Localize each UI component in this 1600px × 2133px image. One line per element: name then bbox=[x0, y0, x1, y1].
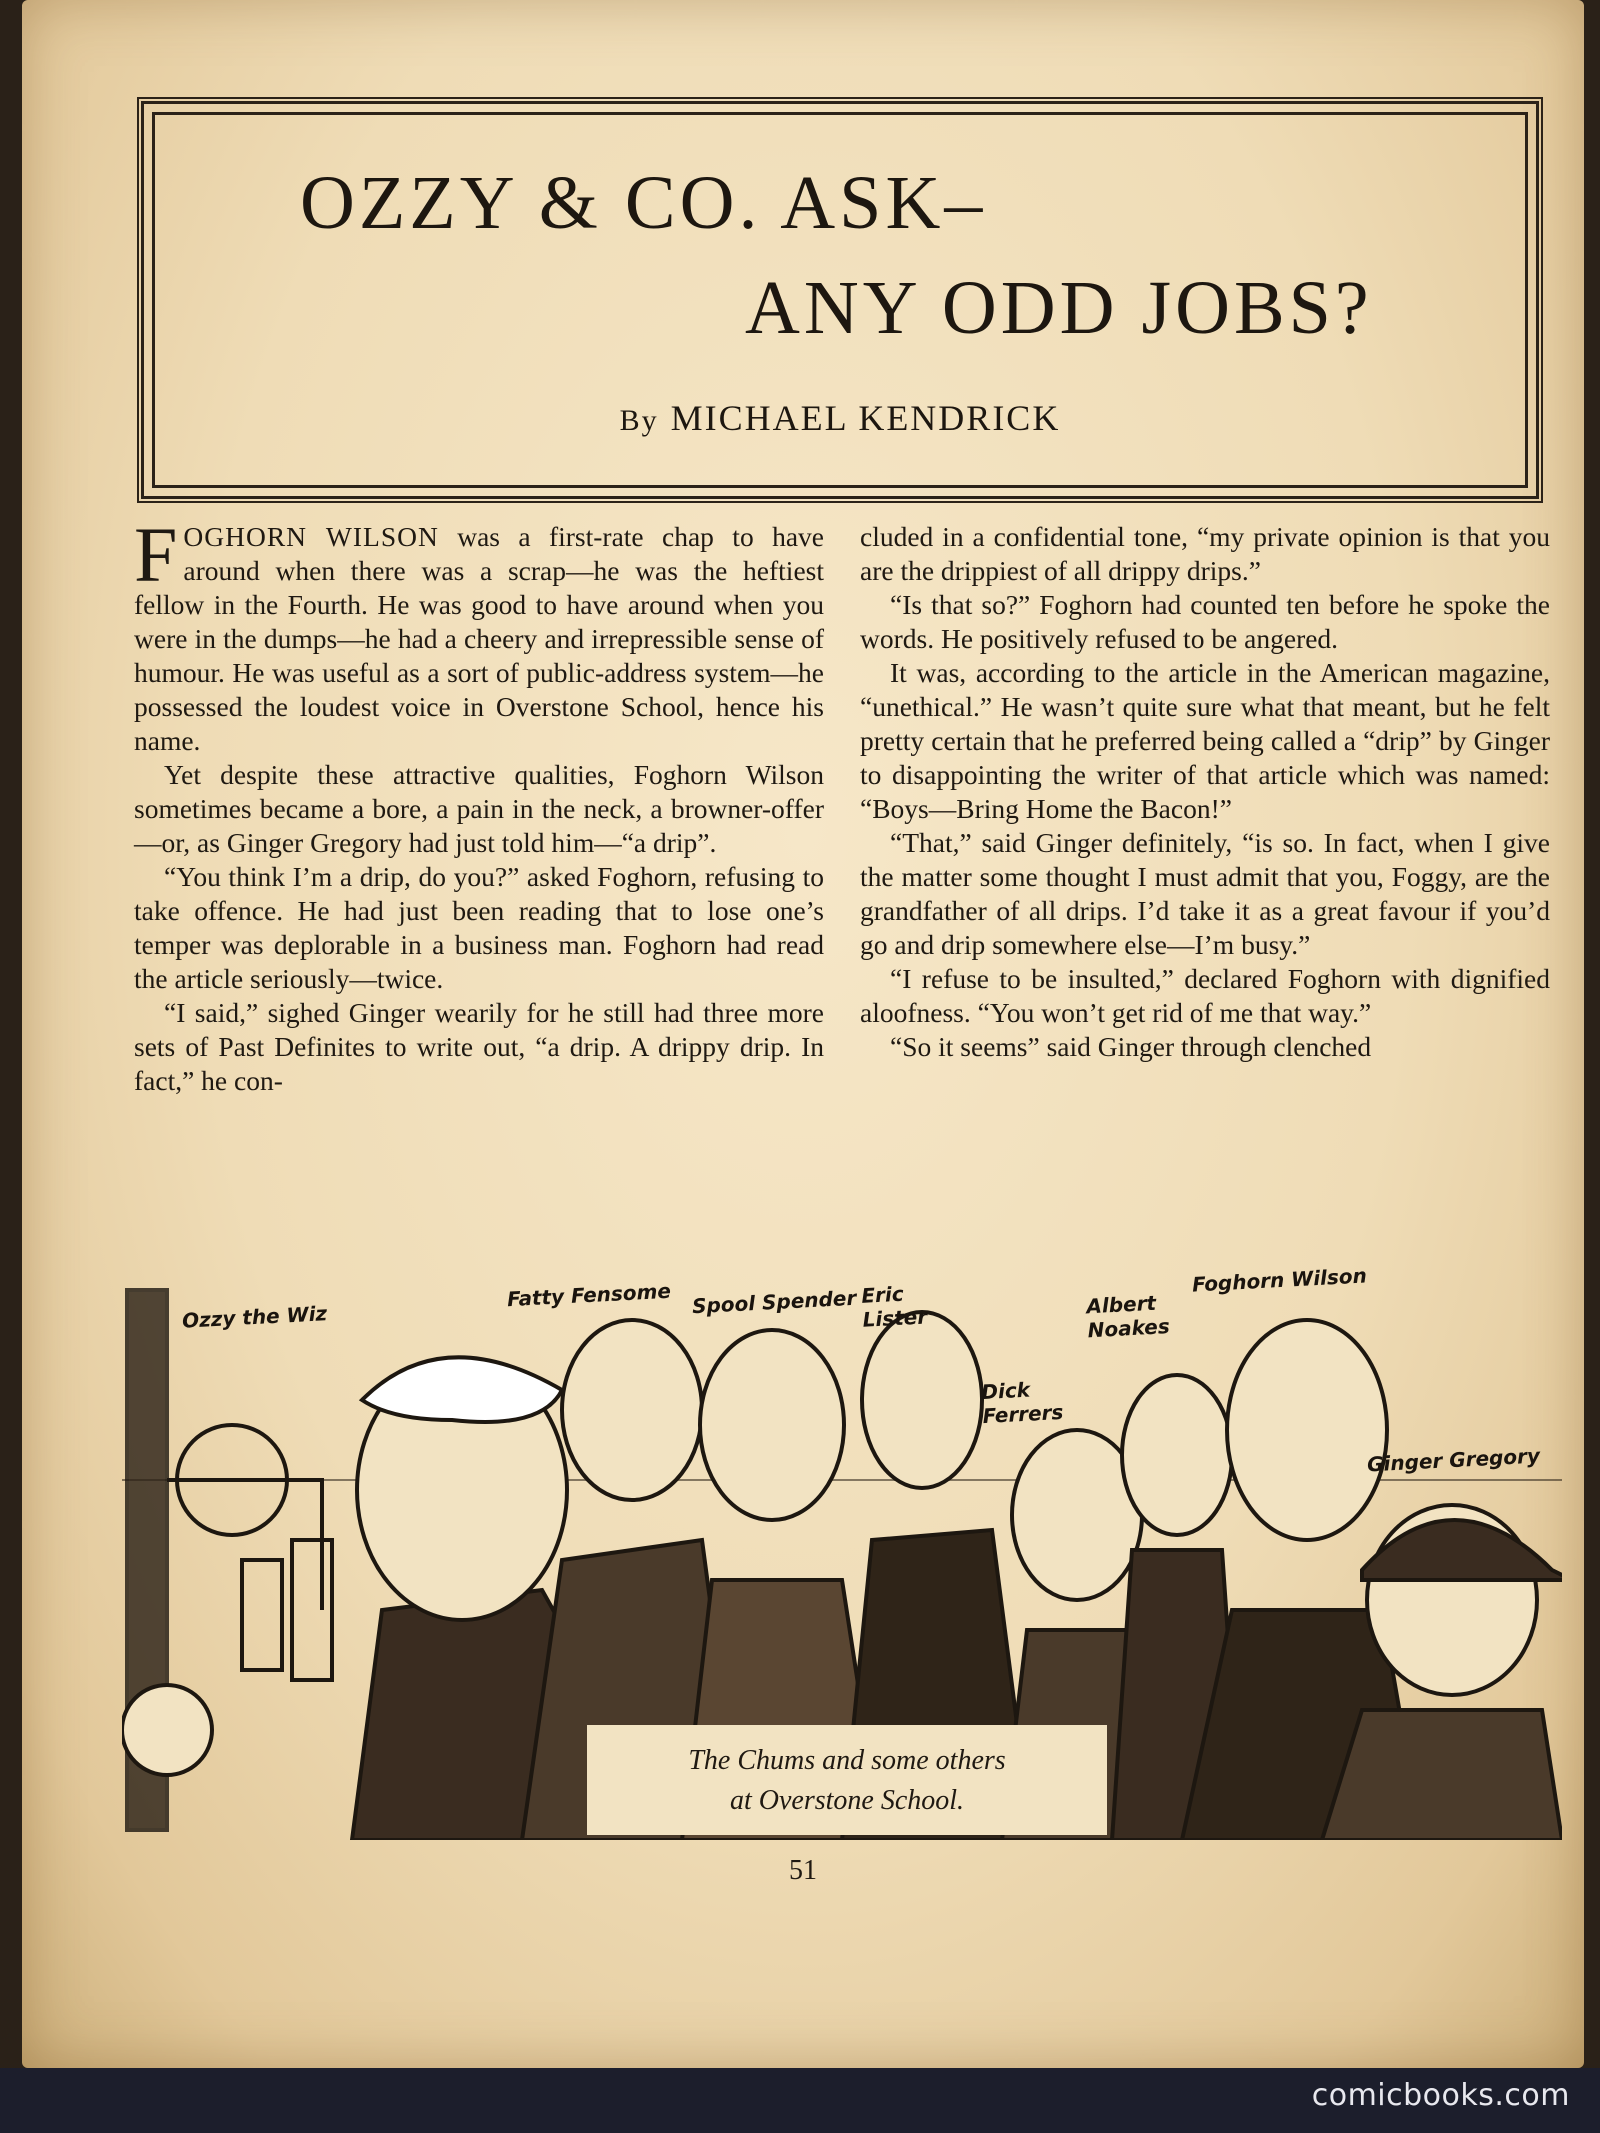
title-line-2: ANY ODD JOBS? bbox=[745, 266, 1373, 350]
paragraph: “I refuse to be insulted,” declared Foghorn with dignified aloofness. “You won’t get rid of me that way.” bbox=[860, 963, 1550, 1028]
drop-cap: F bbox=[134, 511, 178, 598]
author-name: MICHAEL KENDRICK bbox=[670, 398, 1061, 438]
paragraph: “So it seems” said Ginger through clenched bbox=[890, 1031, 1372, 1062]
byline-prefix: By bbox=[619, 404, 659, 437]
caption-line-1: The Chums and some others bbox=[688, 1745, 1006, 1776]
article-column-right bbox=[860, 520, 1550, 1064]
label-albert: Albert Noakes bbox=[1085, 1290, 1171, 1343]
title-line-1: OZZY & CO. ASK– bbox=[300, 161, 987, 245]
caption-line-2: at Overstone School. bbox=[729, 1785, 965, 1816]
paragraph: “I said,” sighed Ginger wearily for he still had three more sets of Past Definites to write out, “a drip. A drippy drip. In fact,” he con- bbox=[134, 997, 824, 1096]
paragraph: FOGHORN WILSON was a first-rate chap to have around when there was a scrap—he was the heftiest fellow in the Fourth. He was good to have around when you were in the dumps—he had a cheery and irrepressible sense of humour. He was useful as a sort of public-address system—he possessed the loudest voice in Overstone School, hence his name. bbox=[134, 511, 824, 756]
article-column-left bbox=[134, 511, 824, 1098]
label-fatty: Fatty Fensome bbox=[506, 1278, 672, 1312]
paragraph: “That,” said Ginger definitely, “is so. In fact, when I give the matter some thought I must admit that you, Foggy, are the grandfather of all drips. I’d take it as a great favour if you’d go and drip somewhere else—I’m busy.” bbox=[860, 827, 1550, 960]
opening-name: OGHORN WILSON bbox=[183, 521, 439, 552]
label-ginger: Ginger Gregory bbox=[1366, 1443, 1541, 1477]
watermark: comicbooks.com bbox=[1311, 2078, 1570, 2113]
paragraph: It was, according to the article in the American magazine, “unethical.” He wasn’t quite sure what that meant, but he felt pretty certain that he preferred being called a “drip” by Ginger to disappointing the writer of that article which was named: “Boys—Bring Home the Bacon!” bbox=[860, 657, 1550, 824]
paragraph: cluded in a confidential tone, “my private opinion is that you are the drippiest of all drippy drips.” bbox=[860, 521, 1550, 586]
title-box bbox=[152, 112, 1528, 488]
lab-equipment-drawing bbox=[122, 1290, 332, 1830]
byline bbox=[155, 397, 1525, 439]
label-dick: Dick Ferrers bbox=[980, 1377, 1064, 1429]
page-number: 51 bbox=[789, 1855, 817, 1886]
paragraph: Yet despite these attractive qualities, Foghorn Wilson sometimes became a bore, a pain in the neck, a browner-offer—or, as Ginger Gregory had just told him—“a drip”. bbox=[134, 759, 824, 858]
label-eric: Eric Lister bbox=[860, 1281, 928, 1332]
label-foghorn: Foghorn Wilson bbox=[1191, 1263, 1368, 1297]
illustration-caption bbox=[587, 1725, 1107, 1835]
magazine-page bbox=[22, 0, 1584, 2068]
paragraph: “You think I’m a drip, do you?” asked Foghorn, refusing to take offence. He had just been reading that to lose one’s temper was deplorable in a business man. Foghorn had read the article seriously—twice. bbox=[134, 861, 824, 994]
label-ozzy: Ozzy the Wiz bbox=[181, 1301, 328, 1333]
label-spool: Spool Spender bbox=[691, 1285, 857, 1319]
paragraph: “Is that so?” Foghorn had counted ten before he spoke the words. He positively refused to be angered. bbox=[860, 589, 1550, 654]
